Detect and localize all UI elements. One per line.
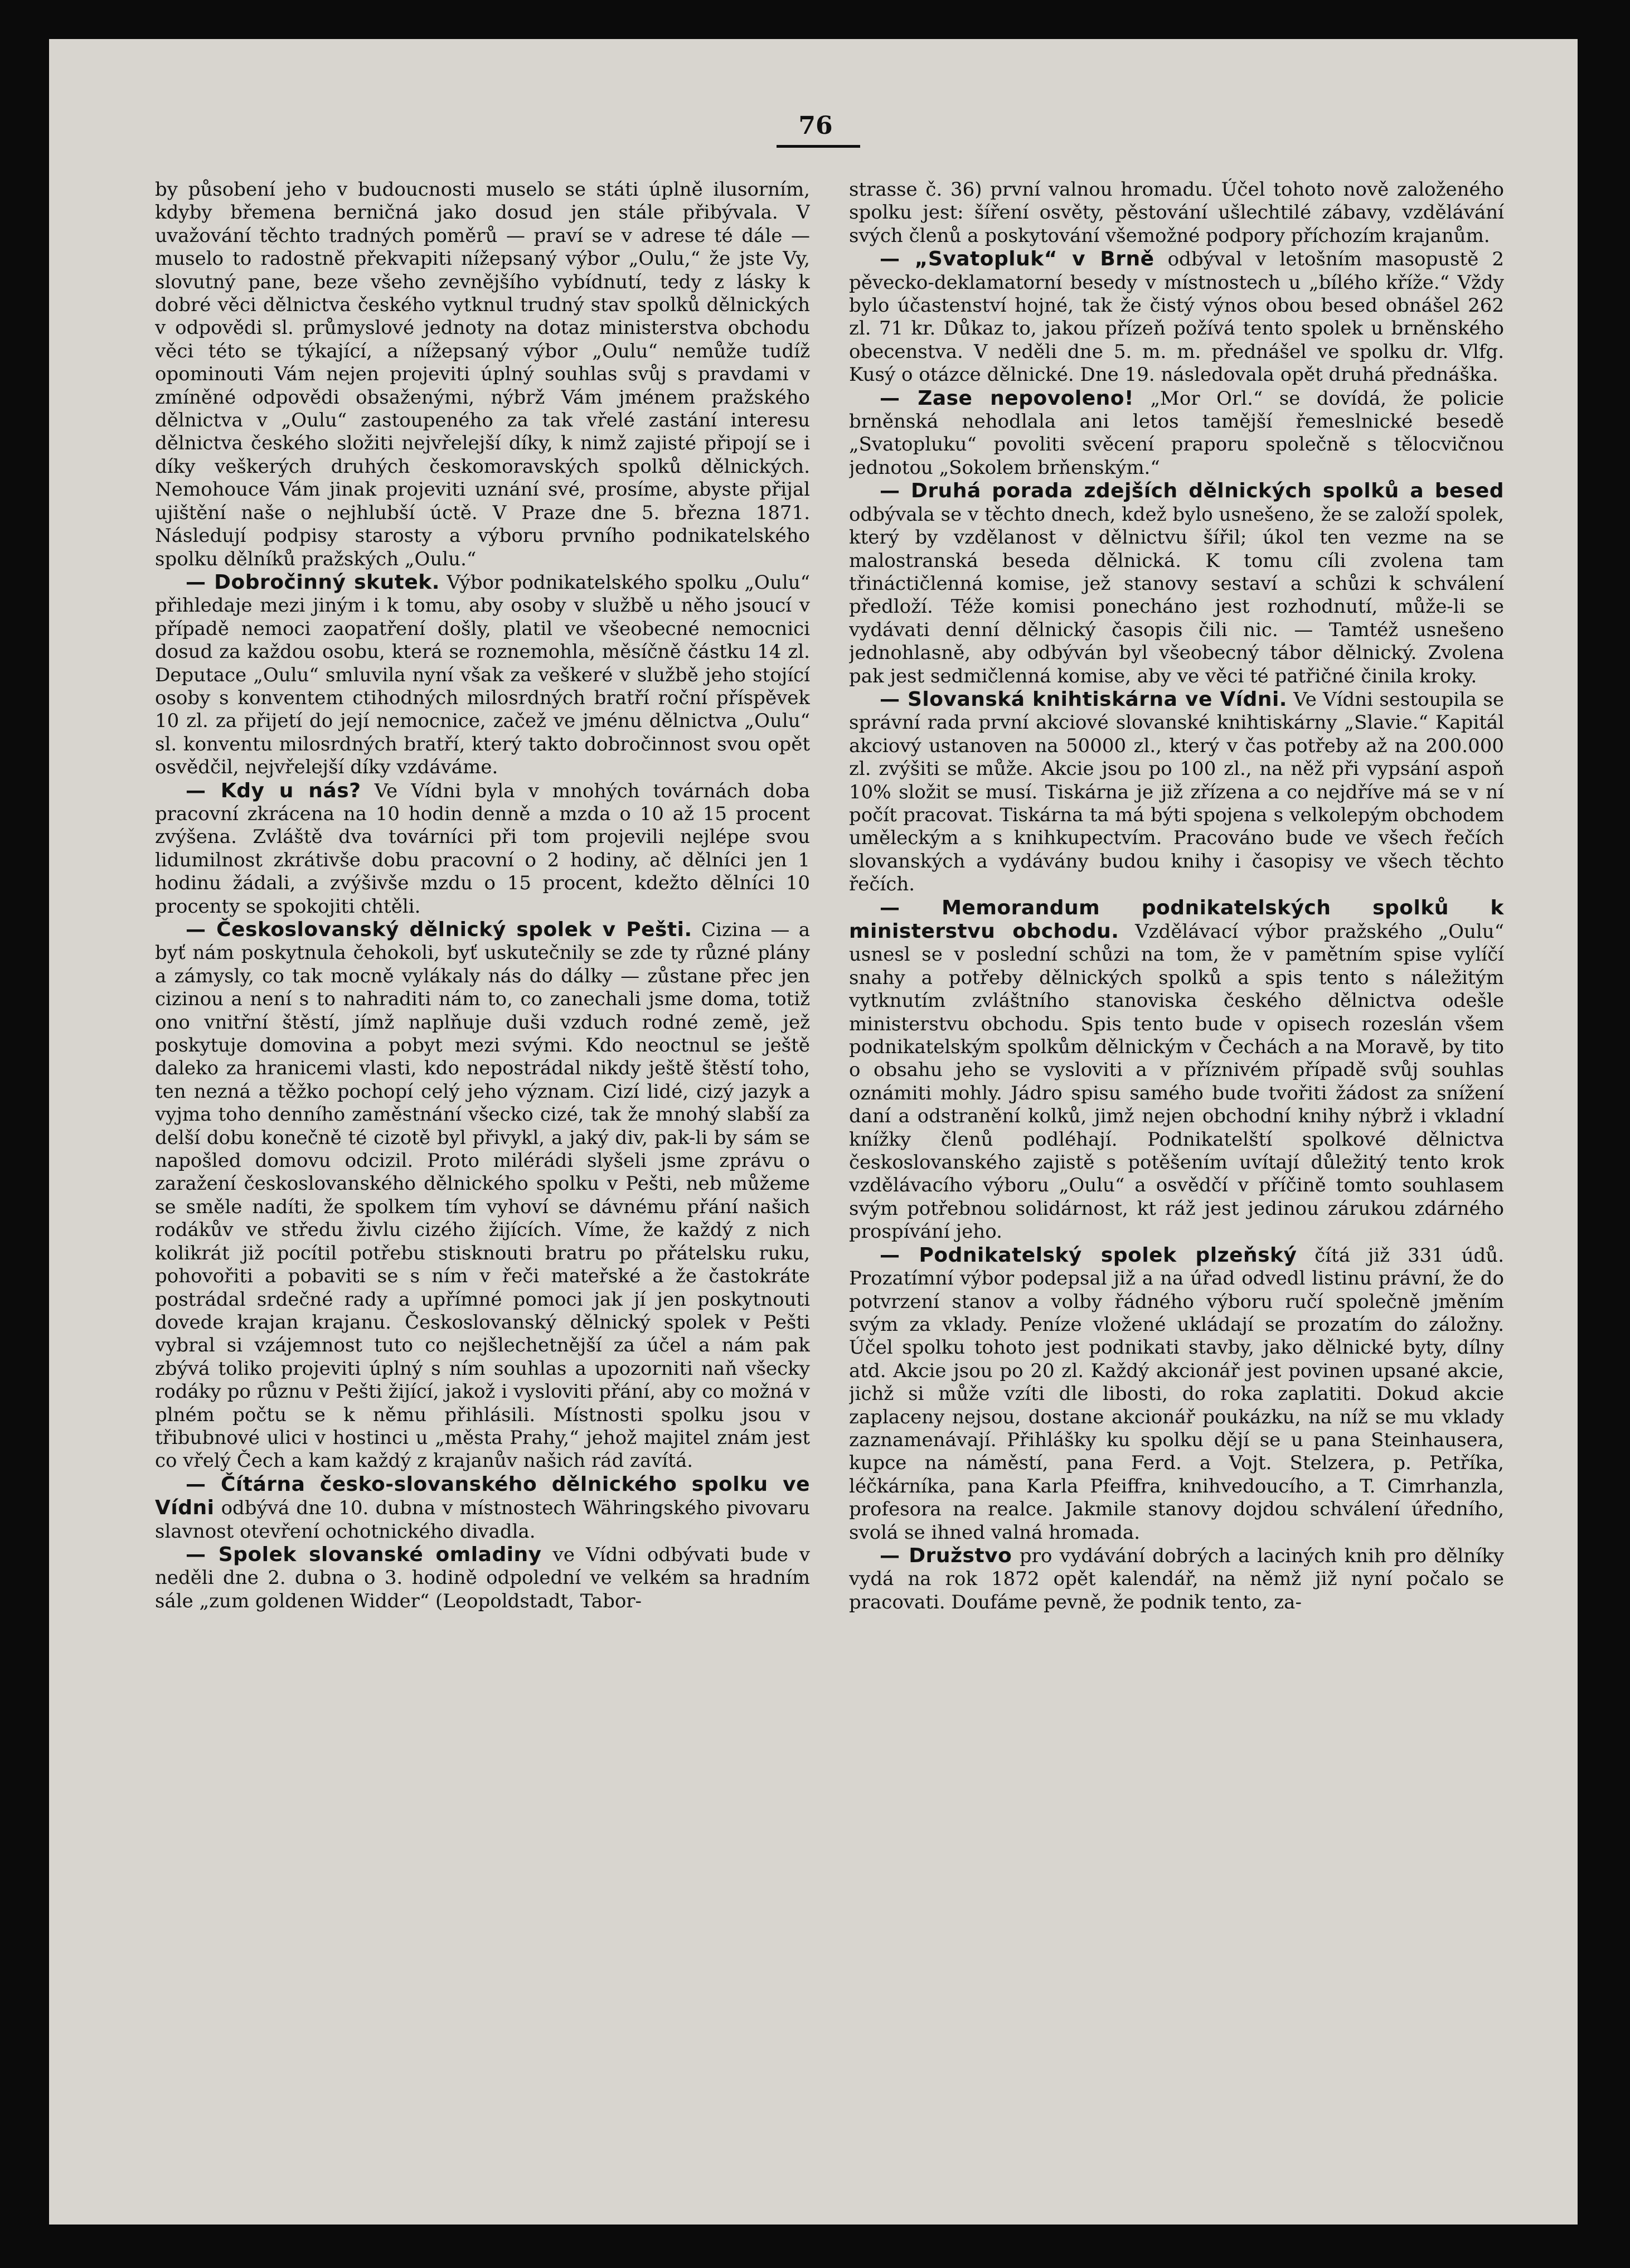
page-number: 76 <box>798 112 833 140</box>
article-heading: — Slovanská knihtiskárna ve Vídni. <box>880 687 1287 711</box>
article-heading: — Spolek slovanské omladiny <box>186 1543 542 1566</box>
article-text: Výbor podnikatelského spolku „Oulu“ přihledaje mezi jiným i k tomu, aby osoby v službě u něho jsoucí v případě nemoci zaopatření došly, platil ve všeobecné nemocnici dosud za každou osobu, která se roznemohla, měsíčně částku 14 zl. Deputace „Oulu“ smluvila nyní však za veškeré v službě jeho stojící osoby s konventem ctihodných milosrdných bratří roční příspěvek 10 zl. za přijetí do její nemocnice, začež ve jménu dělnictva „Oulu“ sl. konventu milosrdných bratří, který takto dobročinnost svou opět osvědčil, nejvřelejší díky vzdáváme. <box>155 571 810 779</box>
right-column <box>849 178 1504 2152</box>
article-paragraph <box>155 1473 810 1543</box>
article-text: Ve Vídni byla v mnohých továrnách doba pracovní zkrácena na 10 hodin denně a mzda o 10 až 15 procent zvýšena. Zvláště dva továrníci při tom projevili nejlépe svou lidumilnost zkrátivše dobu pracovní o 2 hodiny, ač dělníci jen 1 hodinu žádali, a zvýšivše mzdu o 15 procent, kdežto dělníci 10 procenty se spokojiti chtěli. <box>155 779 810 918</box>
article-text: čítá již 331 údů. Prozatímní výbor podepsal již a na úřad odvedl listinu právní, že do potvrzení stanov a volby řádného výboru ručí společně jměním svým za vklady. Peníze vložené ukládají se prozatím do záložny. Účel spolku tohoto jest podnikati stavby, jako dělnické byty, dílny atd. Akcie jsou po 20 zl. Každý akcionář jest povinen upsané akcie, jichž si může vzíti dle libosti, do roka zaplatiti. Dokud akcie zaplaceny nejsou, dostane akcionář poukázku, na níž se mu vklady zaznamenávají. Přihlášky ku spolku dějí se u pana Steinhausera, kupce na náměstí, pana Ferd. a Vojt. Stelzera, p. Petříka, léčkárníka, pana Karla Pfeiffra, knihvedoucího, a T. Cimrhanzla, profesora na realce. Jakmile stanovy dojdou schválení úředního, svolá se ihned valná hromada. <box>849 1244 1504 1544</box>
article-text: Vzdělávací výbor pražského „Oulu“ usnesl se v poslední schůzi na tom, že v pamětním spise vylíčí snahy a potřeby dělnických spolků a spis tento s náležitým vytknutím zvláštního stanoviska českého dělnictva odešle ministerstvu obchodu. Spis tento bude v opisech rozeslán všem podnikatelským spolkům dělnickým v Čechách a na Moravě, by tito o obsahu jeho se vysloviti a v příznivém případě svůj souhlas oznámiti mohly. Jádro spisu samého bude tvořiti žádost za snížení daní a odstranění kolků, jimž nejen obchodní knihy nýbrž i vkladní knížky členů podléhají. Podnikatelští spolkové dělnictva českoslovanského zajistě s potěšením uvítají důležitý tento krok vzdělávacího výboru „Oulu“ a osvědčí v příčině tomto souhlasem svým potřebnou solidárnost, kt ráž jest jedinou zárukou zdárného prospívání jeho. <box>849 920 1504 1243</box>
left-column <box>155 178 810 2152</box>
article-paragraph <box>155 1543 810 1613</box>
article-text: „Mor Orl.“ se dovídá, že policie brněnská nehodlala ani letos tamější řemeslnické besedě „Svatopluku“ povoliti svěcení praporu společně s tělocvičnou jednotou „Sokolem brňenským.“ <box>849 387 1504 479</box>
header-rule <box>777 145 860 148</box>
article-heading: — Zase nepovoleno! <box>880 386 1134 410</box>
article-text: ve Vídni odbývati bude v neděli dne 2. dubna o 3. hodině odpolední ve velkém sa hradním sále „zum goldenen Widder“ (Leopoldstadt, Tabor- <box>155 1543 810 1612</box>
article-text: odbývá dne 10. dubna v místnostech Währingského pivovaru slavnost otevření ochotnického divadla. <box>155 1497 810 1543</box>
article-heading: — Druhá porada zdejších dělnických spolků a besed <box>880 479 1504 503</box>
article-text: odbýval v letošním masopustě 2 pěvecko-deklamatorní besedy v místnostech u „bílého kříže.“ Vždy bylo účastenství hojné, tak že čistý výnos obou besed obnášel 262 zl. 71 kr. Důkaz to, jakou přízeň požívá tento spolek u brněnského obecenstva. V neděli dne 5. m. m. přednášel ve spolku dr. Vlfg. Kusý o otázce dělnické. Dne 19. následovala opět druhá přednáška. <box>849 248 1504 386</box>
article-heading: — Podnikatelský spolek plzeňský <box>880 1243 1297 1267</box>
article-paragraph <box>849 1544 1504 1614</box>
article-heading: — Čítárna česko-slovanského dělnického spolku ve Vídni <box>155 1472 810 1520</box>
article-heading: — Memorandum podnikatelských spolků k ministerstvu obchodu. <box>849 896 1504 943</box>
article-paragraph: strasse č. 36) první valnou hromadu. Účel tohoto nově založeného spolku jest: šíření osvěty, pěstování ušlechtilé zábavy, vzdělávání svých členů a poskytování všemožné podpory příchozím krajanům. <box>849 178 1504 247</box>
article-text: Cizina — a byť nám poskytnula čehokoli, byť uskutečnily se zde ty různé plány a zámysly, co tak mocně vylákaly nás do dálky — zůstane přec jen cizinou a není s to nahraditi nám to, co zanechali jsme doma, totiž ono vnitřní štěstí, jímž naplňuje duši vzduch rodné země, jež poskytuje domovina a pobyt mezi svými. Kdo neoctnul se ještě daleko za hranicemi vlasti, kdo nepostrádal nikdy ještě štěstí toho, ten nezná a těžko pochopí celý jeho význam. Cizí lidé, cizý jazyk a vyjma toho denního zaměstnání všecko cizé, tak že mnohý slabší za delší dobu konečně té cizotě byl přivykl, a jaký div, pak-li by sám se napošled domovu odcizil. Proto milérádi slyšeli jsme zprávu o zaražení českoslovanského dělnického spolku v Pešti, neb můžeme se směle nadíti, že spolkem tím vyhoví se dávnému přání našich rodákův ve středu živlu cizého žijících. Víme, že každý z nich kolikrát již pocítil potřebu stisknouti bratru po přátelsku ruku, pohovořiti a pobaviti se s ním v řeči mateřské a že častokráte postrádal srdečné rady a upřímné pomoci jak jí jen poskytnouti dovede krajan krajanu. Českoslovanský dělnický spolek v Pešti vybral si vzájemnost tuto co nejšlechetnější za účel a nám pak zbývá toliko projeviti úplný s ním souhlas a upozorniti naň všecky rodáky po různu v Pešti žijící, jakož i vysloviti přání, aby co možná v plném počtu se k němu přihlásili. Místnosti spolku jsou v třibubnové ulici v hostinci u „města Prahy,“ jehož majitel znám jest co vřelý Čech a kam každý z krajanův našich rád zavítá. <box>155 919 810 1472</box>
article-heading: — Kdy u nás? <box>186 779 361 802</box>
article-paragraph: by působení jeho v budoucnosti muselo se státi úplně ilusorním, kdyby břemena berničná jako dosud jen stále přibývala. V uvažování těchto tradných poměrů — praví se v adrese té dále — muselo to radostně překvapiti nížepsaný výbor „Oulu,“ že jste Vy, slovutný pane, beze všeho zevnějšího vybídnutí, tedy z lásky k dobré věci dělnictva českého vytknul trudný stav spolků dělnických v odpovědi sl. průmyslové jednoty na dotaz ministerstva obchodu věci této se týkající, a nížepsaný výbor „Oulu“ nemůže tudíž opominouti Vám nejen projeviti úplný souhlas svůj s pravdami v zmíněné odpovědi obsaženými, nýbrž Vám jménem pražského dělnictva v „Oulu“ zastoupeného za tak vřelé zastání interesu dělnictva českého složiti nejvřelejší díky, k nimž zajisté připojí se i díky veškerých druhých českomoravských spolků dělnických. Nemohouce Vám jinak projeviti uznání své, prosíme, abyste přijal ujištění naše o nejhlubší úctě. V Praze dne 5. března 1871. Následují podpisy starosty a výboru prvního podnikatelského spolku dělníků pražských „Oulu.“ <box>155 178 810 570</box>
article-paragraph <box>849 896 1504 1244</box>
article-text: odbývala se v těchto dnech, kdež bylo usnešeno, že se založí spolek, který by vzdělanost v dělnictvu šířil; úkol ten vezme na se malostranská beseda dělnická. K tomu cíli zvolena tam třináctičlenná komise, jež stanovy sestaví a schůzi k schválení předloží. Téže komisi ponecháno jest rozhodnutí, může-li se vydávati denní dělnický časopis čili nic. — Tamtéž usnešeno jednohlasně, aby odbýván byl všeobecný tábor dělnický. Zvolena pak jest sedmičlenná komise, aby ve věci té patřičné činila kroky. <box>849 503 1504 687</box>
article-paragraph <box>849 387 1504 480</box>
article-text: Ve Vídni sestoupila se správní rada první akciové slovanské knihtiskárny „Slavie.“ Kapitál akciový ustanoven na 50000 zl., který v čas potřeby až na 200.000 zl. zvýšiti se může. Akcie jsou po 100 zl., na něž při vypsání aspoň 10% složit se musí. Tiskárna je již zřízena a co nejdříve má se v ní počít pracovat. Tiskárna ta má býti spojena s velkolepým obchodem uměleckým a s knihkupectvím. Pracováno bude ve všech řečích slovanských a vydávány budou knihy i časopisy ve všech těchto řečích. <box>849 688 1504 896</box>
article-paragraph <box>849 1244 1504 1544</box>
article-paragraph <box>849 248 1504 386</box>
article-paragraph <box>155 918 810 1473</box>
article-heading: — Družstvo <box>880 1544 1012 1567</box>
newspaper-page <box>49 39 1578 2225</box>
article-heading: — Českoslovanský dělnický spolek v Pešti. <box>186 918 692 941</box>
article-paragraph <box>155 571 810 779</box>
article-heading: — „Svatopluk“ v Brně <box>880 248 1154 271</box>
article-paragraph <box>155 779 810 918</box>
article-text: pro vydávání dobrých a laciných knih pro dělníky vydá na rok 1872 opět kalendář, na němž již nyní počalo se pracovati. Doufáme pevně, že podnik tento, za- <box>849 1544 1504 1613</box>
article-heading: — Dobročinný skutek. <box>186 570 440 594</box>
article-paragraph <box>849 479 1504 688</box>
article-paragraph <box>849 688 1504 896</box>
